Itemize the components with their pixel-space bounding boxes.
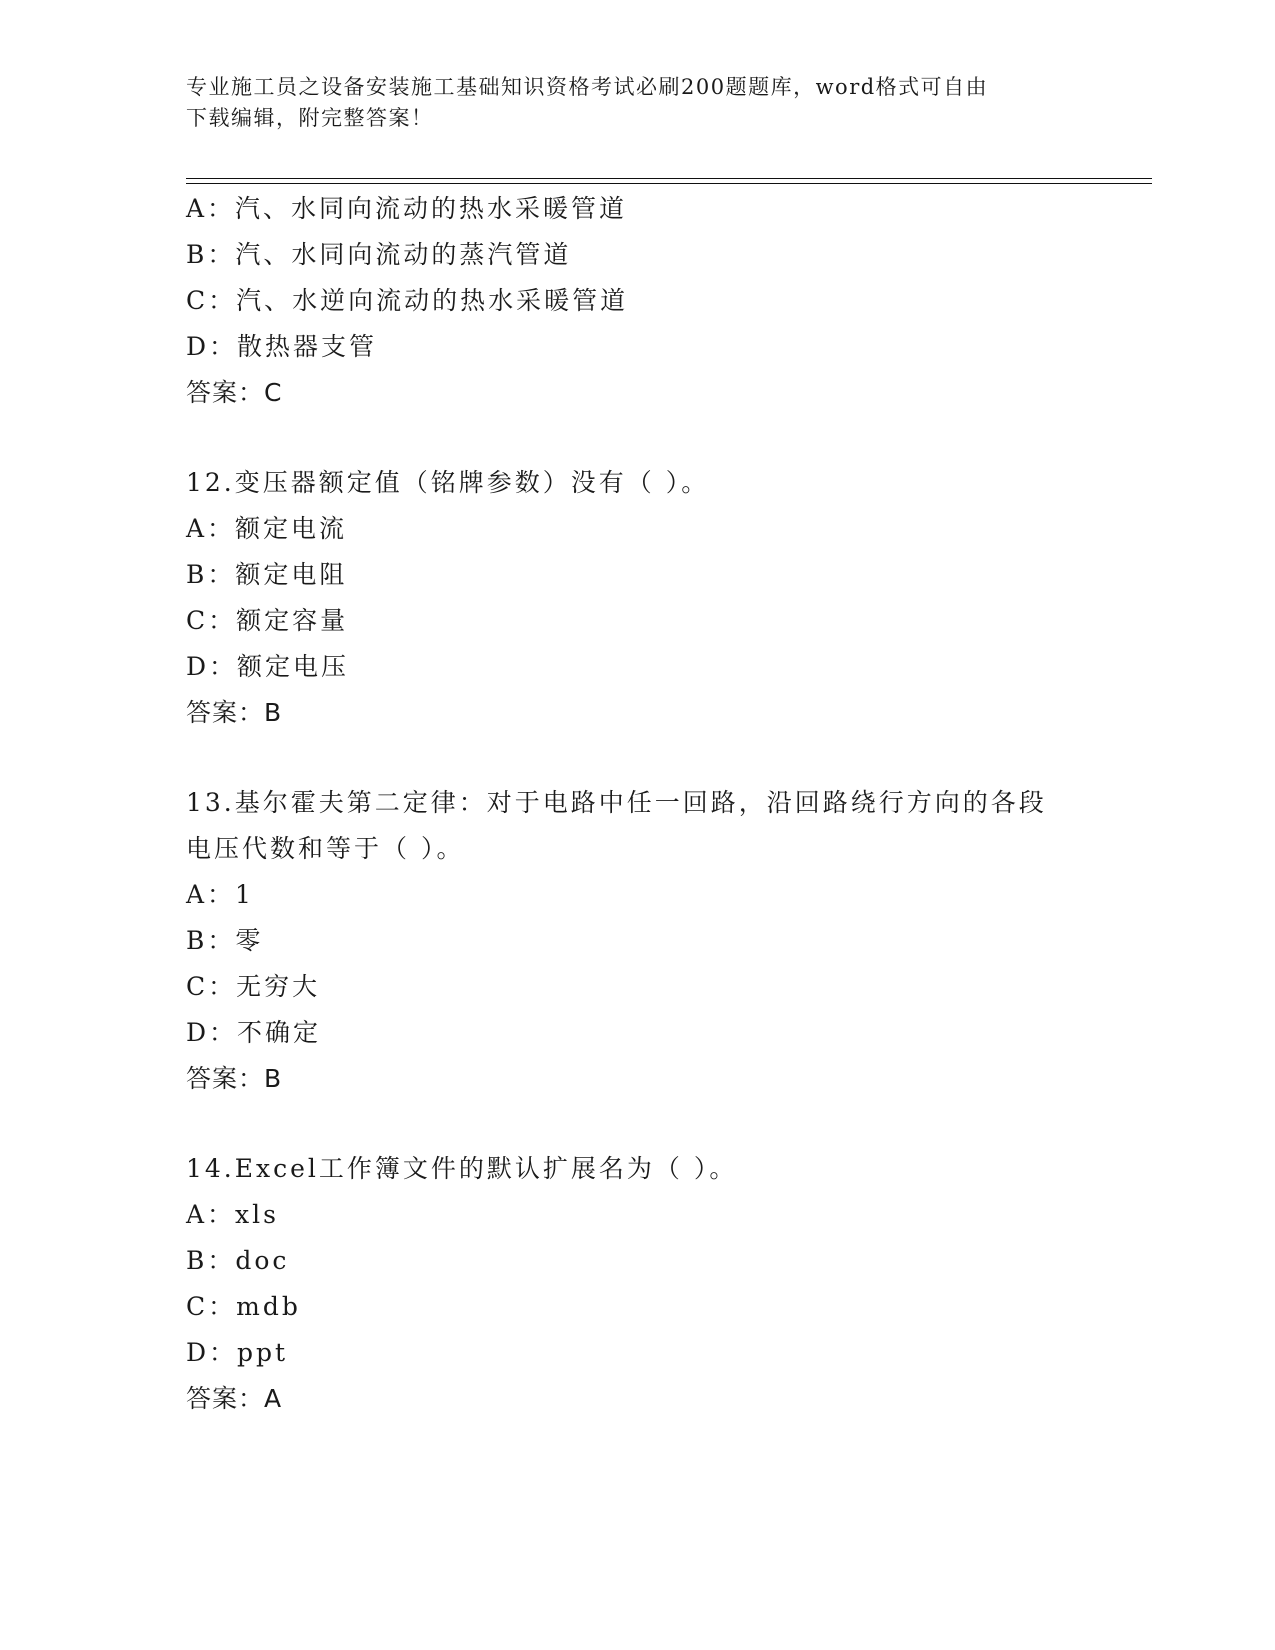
question-content xyxy=(186,186,1086,1422)
option-b: B：额定电阻 xyxy=(186,560,348,589)
answer-line: 答案：B xyxy=(186,698,283,727)
option-a: A：汽、水同向流动的热水采暖管道 xyxy=(186,194,628,223)
question-stem-line-1: 13.基尔霍夫第二定律：对于电路中任一回路，沿回路绕行方向的各段 xyxy=(186,788,1047,817)
option-d: D：ppt xyxy=(186,1338,289,1367)
question-block-13 xyxy=(186,780,1086,1102)
option-c: C：额定容量 xyxy=(186,606,349,635)
header-rule-top xyxy=(186,178,1152,179)
option-b: B：汽、水同向流动的蒸汽管道 xyxy=(186,240,572,269)
option-d: D：不确定 xyxy=(186,1018,322,1047)
header-line-1: 专业施工员之设备安装施工基础知识资格考试必刷200题题库，word格式可自由 xyxy=(186,75,989,99)
answer-line: 答案：A xyxy=(186,1384,283,1413)
question-stem: 12.变压器额定值（铭牌参数）没有（ ）。 xyxy=(186,468,710,497)
option-c: C：无穷大 xyxy=(186,972,321,1001)
question-block-12 xyxy=(186,460,1086,736)
option-a: A：额定电流 xyxy=(186,514,348,543)
header-rule-bottom xyxy=(186,183,1152,184)
header-line-2: 下载编辑，附完整答案！ xyxy=(186,106,434,130)
option-d: D：额定电压 xyxy=(186,652,350,681)
document-header xyxy=(186,72,1066,134)
option-c: C：mdb xyxy=(186,1292,301,1321)
option-a: A：1 xyxy=(186,880,254,909)
answer-line: 答案：B xyxy=(186,1064,283,1093)
question-stem-line-2: 电压代数和等于（ ）。 xyxy=(186,834,465,863)
option-a: A：xls xyxy=(186,1200,279,1229)
question-stem: 14.Excel工作簿文件的默认扩展名为（ ）。 xyxy=(186,1154,738,1183)
option-d: D：散热器支管 xyxy=(186,332,378,361)
option-c: C：汽、水逆向流动的热水采暖管道 xyxy=(186,286,629,315)
option-b: B：doc xyxy=(186,1246,290,1275)
question-block-11 xyxy=(186,186,1086,416)
answer-line: 答案：C xyxy=(186,378,283,407)
question-block-14 xyxy=(186,1146,1086,1422)
option-b: B：零 xyxy=(186,926,264,955)
